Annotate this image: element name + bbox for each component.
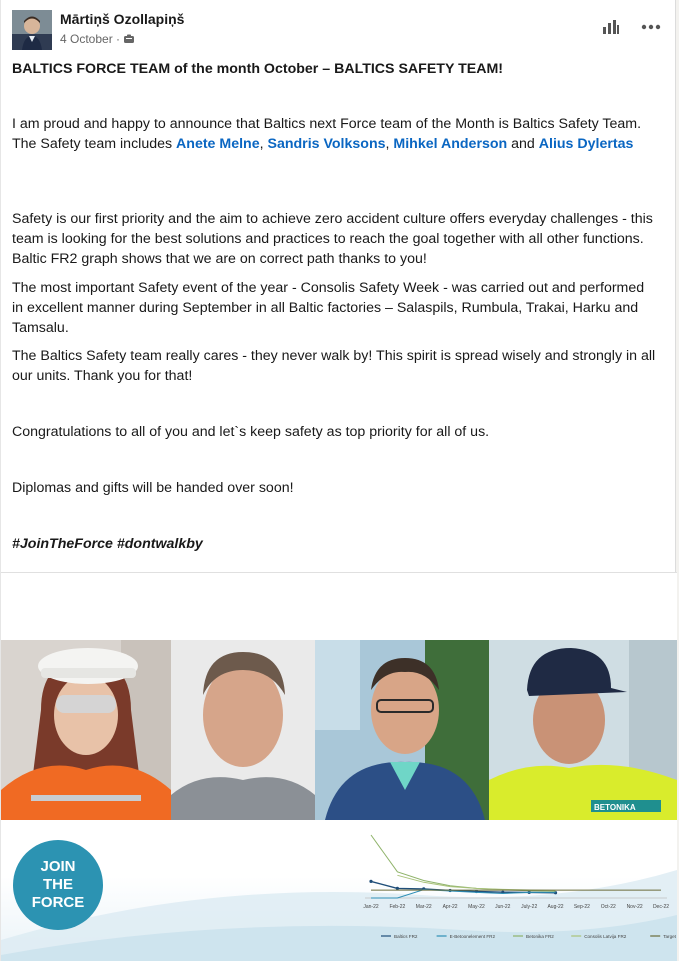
mention-link[interactable]: Anete Melne	[176, 136, 260, 152]
data-point	[369, 880, 372, 883]
badge-line: JOIN	[40, 858, 76, 875]
legend-label: Target	[663, 934, 676, 939]
post-image[interactable]	[1, 573, 677, 961]
globe-icon	[123, 33, 135, 45]
more-options-icon[interactable]	[640, 16, 662, 38]
mention-link[interactable]: Sandris Volksons	[267, 136, 386, 152]
data-point	[396, 887, 399, 890]
team-photo	[489, 640, 677, 820]
separator: ,	[259, 136, 268, 152]
header-actions	[600, 16, 662, 38]
post-paragraph-2: Safety is our first priority and the aim to achieve zero accident culture offers everyday challenges - this team is looking for the best solutions and practices to reach the goal together with all other functions. Baltic FR2 graph shows that we are on correct path thanks to you!	[12, 211, 653, 267]
post-paragraph-1	[12, 114, 642, 154]
x-tick-label: Dec-22	[652, 904, 670, 910]
team-photo	[315, 640, 489, 820]
hashtags[interactable]: #JoinTheForce #dontwalkby	[12, 536, 203, 552]
x-tick-label: May-22	[468, 904, 485, 910]
x-tick-label: Jun-22	[495, 904, 511, 910]
separator: ,	[385, 136, 394, 152]
post-date: 4 October ·	[60, 32, 121, 46]
post-paragraph-6: Diplomas and gifts will be handed over soon!	[12, 480, 294, 496]
paragraph-text: I am proud and happy to announce that Baltics next Force team of the Month is Baltics Safety Team. The Safety team includes	[12, 116, 642, 152]
post-header	[12, 10, 672, 52]
separator: and	[507, 136, 539, 152]
series-line	[371, 835, 556, 891]
badge-line: FORCE	[31, 894, 85, 911]
avatar[interactable]	[12, 10, 52, 50]
vest-text: BETONIKA	[594, 803, 636, 812]
legend-label: E-Betoonelement FR2	[449, 934, 496, 939]
x-tick-label: Apr-22	[442, 904, 458, 910]
post-meta	[60, 32, 135, 46]
x-tick-label: Aug-22	[547, 904, 564, 910]
mention-link[interactable]: Alius Dylertas	[538, 136, 634, 152]
legend-label: Baltics FR2	[394, 934, 418, 939]
graph-strip	[1, 820, 677, 961]
x-tick-label: Nov-22	[626, 904, 643, 910]
mention-link[interactable]: Mihkel Anderson	[393, 136, 508, 152]
x-tick-label: July-22	[521, 904, 538, 910]
x-tick-label: Jan-22	[363, 904, 379, 910]
x-tick-label: Mar-22	[415, 904, 432, 910]
analytics-icon[interactable]	[600, 16, 622, 38]
team-photos	[1, 640, 677, 820]
x-tick-label: Sep-22	[573, 904, 590, 910]
x-tick-label: Feb-22	[389, 904, 406, 910]
team-photo	[171, 640, 315, 820]
legend-label: Consolis Latvija FR2	[584, 934, 627, 939]
team-photo	[1, 640, 171, 820]
join-the-force-logo	[13, 840, 103, 930]
x-tick-label: Oct-22	[600, 904, 616, 910]
legend-label: Betonika FR2	[526, 934, 554, 939]
post-paragraph-5: Congratulations to all of you and let`s keep safety as top priority for all of us.	[12, 424, 490, 440]
post-title: BALTICS FORCE TEAM of the month October – BALTICS SAFETY TEAM!	[12, 61, 504, 77]
author-name[interactable]: Mārtiņš Ozollapiņš	[60, 11, 185, 27]
post-paragraph-3: The most important Safety event of the year - Consolis Safety Week - was carried out and performed in excellent manner during September in all Baltic factories – Salaspils, Rumbula, Trakai, Harku and Tamsalu.	[12, 280, 645, 336]
fr2-chart	[353, 820, 676, 961]
post-paragraph-4: The Baltics Safety team really cares - they never walk by! This spirit is spread wisely and strongly in all our units. Thank you for that!	[12, 348, 656, 384]
badge-line: THE	[43, 876, 73, 893]
